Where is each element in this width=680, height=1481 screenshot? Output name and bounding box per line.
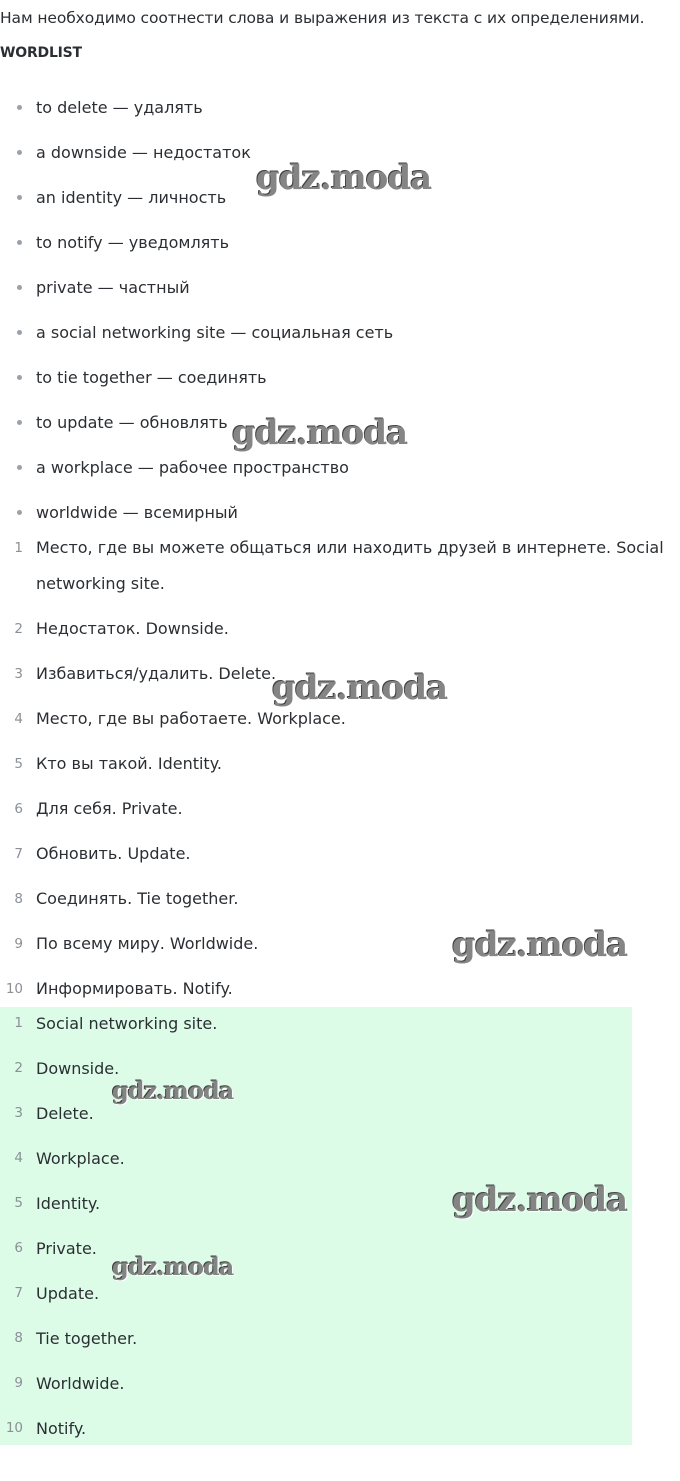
- answer-text: Social networking site.: [36, 1014, 218, 1033]
- answer-number: 1: [14, 1015, 23, 1031]
- definition-text: Место, где вы можете общаться или находить друзей в интернете. Social networking site.: [36, 538, 664, 593]
- definition-item: [0, 530, 680, 611]
- definition-text: Место, где вы работаете. Workplace.: [36, 709, 346, 728]
- wordlist-item: [0, 490, 393, 535]
- definition-text: Соединять. Tie together.: [36, 889, 239, 908]
- wordlist: [0, 85, 393, 535]
- definition-text: Для себя. Private.: [36, 799, 183, 818]
- definition-number: 2: [14, 621, 23, 637]
- definition-text: Обновить. Update.: [36, 844, 191, 863]
- wordlist-item: [0, 130, 393, 175]
- answer-item: [0, 1322, 217, 1367]
- wordlist-item: [0, 85, 393, 130]
- watermark-logo: gdz.moda: [452, 925, 628, 965]
- wordlist-item-text: private — частный: [36, 278, 190, 297]
- answer-text: Workplace.: [36, 1149, 125, 1168]
- bullet-icon: [17, 285, 22, 290]
- bullet-icon: [17, 105, 22, 110]
- answer-item: [0, 1412, 217, 1457]
- answer-number: 7: [14, 1285, 23, 1301]
- bullet-icon: [17, 240, 22, 245]
- definition-number: 6: [14, 801, 23, 817]
- watermark-logo: gdz.moda: [452, 1180, 628, 1220]
- answer-item: [0, 1142, 217, 1187]
- definition-item: [0, 611, 680, 656]
- definition-number: 3: [14, 666, 23, 682]
- answer-number: 10: [5, 1420, 23, 1436]
- definition-item: [0, 656, 680, 701]
- answer-text: Identity.: [36, 1194, 101, 1213]
- wordlist-item: [0, 445, 393, 490]
- definition-text: Избавиться/удалить. Delete.: [36, 664, 277, 683]
- watermark-logo: gdz.moda: [112, 1252, 234, 1281]
- answer-number: 6: [14, 1240, 23, 1256]
- definition-text: Недостаток. Downside.: [36, 619, 229, 638]
- wordlist-item-text: worldwide — всемирный: [36, 503, 238, 522]
- answer-item: [0, 1097, 217, 1142]
- definition-number: 7: [14, 846, 23, 862]
- answer-text: Notify.: [36, 1419, 87, 1438]
- definition-number: 8: [14, 891, 23, 907]
- answers-block: [0, 1007, 632, 1445]
- bullet-icon: [17, 375, 22, 380]
- definition-number: 4: [14, 711, 23, 727]
- definition-item: [0, 701, 680, 746]
- answer-text: Private.: [36, 1239, 97, 1258]
- definition-text: По всему миру. Worldwide.: [36, 934, 259, 953]
- answer-number: 8: [14, 1330, 23, 1346]
- answer-item: [0, 1277, 217, 1322]
- wordlist-item-text: a workplace — рабочее пространство: [36, 458, 349, 477]
- answer-item: [0, 1367, 217, 1412]
- wordlist-item-text: to notify — уведомлять: [36, 233, 230, 252]
- wordlist-item: [0, 265, 393, 310]
- answer-number: 5: [14, 1195, 23, 1211]
- answer-item: [0, 1187, 217, 1232]
- watermark-logo: gdz.moda: [232, 413, 408, 453]
- definition-item: [0, 836, 680, 881]
- bullet-icon: [17, 195, 22, 200]
- definition-item: [0, 791, 680, 836]
- answer-number: 2: [14, 1060, 23, 1076]
- wordlist-item: [0, 400, 393, 445]
- watermark-logo: gdz.moda: [256, 158, 432, 198]
- answer-number: 4: [14, 1150, 23, 1166]
- answer-item: [0, 1007, 217, 1052]
- definition-number: 1: [14, 540, 23, 556]
- bullet-icon: [17, 510, 22, 515]
- answer-text: Downside.: [36, 1059, 120, 1078]
- answer-text: Delete.: [36, 1104, 94, 1123]
- bullet-icon: [17, 150, 22, 155]
- answers-list: [0, 1007, 217, 1457]
- definition-item: [0, 746, 680, 791]
- wordlist-item: [0, 355, 393, 400]
- wordlist-item-text: to update — обновлять: [36, 413, 228, 432]
- wordlist-item: [0, 310, 393, 355]
- wordlist-item-text: a downside — недостаток: [36, 143, 251, 162]
- definition-number: 9: [14, 936, 23, 952]
- wordlist-item-text: to delete — удалять: [36, 98, 203, 117]
- watermark-logo: gdz.moda: [112, 1076, 234, 1105]
- answer-text: Update.: [36, 1284, 100, 1303]
- wordlist-item-text: to tie together — соединять: [36, 368, 267, 387]
- definition-text: Кто вы такой. Identity.: [36, 754, 222, 773]
- definition-item: [0, 881, 680, 926]
- definition-text: Информировать. Notify.: [36, 979, 233, 998]
- bullet-icon: [17, 420, 22, 425]
- bullet-icon: [17, 465, 22, 470]
- answer-text: Tie together.: [36, 1329, 138, 1348]
- wordlist-item: [0, 175, 393, 220]
- answer-number: 3: [14, 1105, 23, 1121]
- answer-item: [0, 1052, 217, 1097]
- definition-number: 10: [5, 981, 23, 997]
- wordlist-heading: WORDLIST: [0, 45, 82, 61]
- definition-number: 5: [14, 756, 23, 772]
- answer-text: Worldwide.: [36, 1374, 125, 1393]
- intro-text: Нам необходимо соотнести слова и выражения из текста с их определениями.: [0, 9, 645, 27]
- watermark-logo: gdz.moda: [272, 668, 448, 708]
- wordlist-item-text: an identity — личность: [36, 188, 227, 207]
- definitions-list: [0, 530, 680, 1016]
- wordlist-item-text: a social networking site — социальная сеть: [36, 323, 394, 342]
- answer-number: 9: [14, 1375, 23, 1391]
- bullet-icon: [17, 330, 22, 335]
- wordlist-item: [0, 220, 393, 265]
- answer-item: [0, 1232, 217, 1277]
- definition-item: [0, 926, 680, 971]
